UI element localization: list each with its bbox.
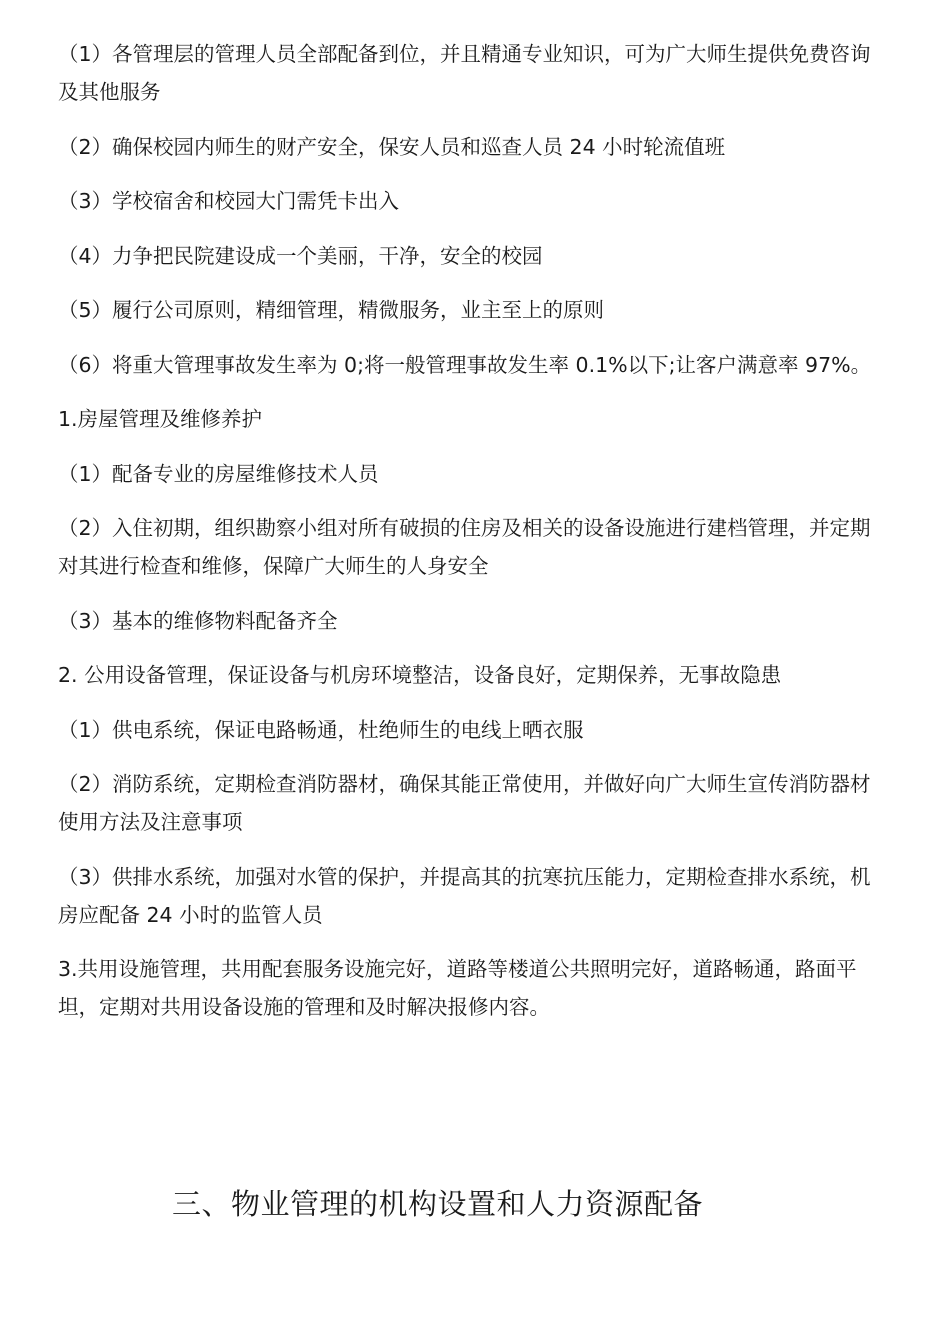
section-heading: 三、物业管理的机构设置和人力资源配备 bbox=[172, 1187, 704, 1221]
paragraph-5: （5）履行公司原则，精细管理，精微服务，业主至上的原则 bbox=[58, 298, 605, 322]
paragraph-15: 3.共用设施管理，共用配套服务设施完好，道路等楼道公共照明完好，道路畅通，路面平坦，定期对共用设备设施的管理和及时解决报修内容。 bbox=[58, 957, 857, 1019]
paragraph-6: （6）将重大管理事故发生率为 0;将一般管理事故发生率 0.1%以下;让客户满意率 97%。 bbox=[58, 352, 872, 377]
paragraph-4: （4）力争把民院建设成一个美丽，干净，安全的校园 bbox=[58, 243, 543, 268]
paragraph-9: （2）入住初期，组织勘察小组对所有破损的住房及相关的设备设施进行建档管理，并定期对其进行检查和维修，保障广大师生的人身安全 bbox=[58, 516, 871, 578]
paragraph-14: （3）供排水系统，加强对水管的保护，并提高其的抗寒抗压能力，定期检查排水系统，机房应配备 24 小时的监管人员 bbox=[58, 864, 871, 927]
paragraph-2: （2）确保校园内师生的财产安全，保安人员和巡查人员 24 小时轮流值班 bbox=[58, 134, 726, 159]
document-body bbox=[58, 35, 888, 1043]
paragraph-12: （1）供电系统，保证电路畅通，杜绝师生的电线上晒衣服 bbox=[58, 717, 584, 742]
paragraph-7: 1.房屋管理及维修养护 bbox=[58, 407, 263, 431]
paragraph-13: （2）消防系统，定期检查消防器材，确保其能正常使用，并做好向广大师生宣传消防器材使用方法及注意事项 bbox=[58, 772, 871, 834]
paragraph-8: （1）配备专业的房屋维修技术人员 bbox=[58, 461, 379, 486]
paragraph-1: （1）各管理层的管理人员全部配备到位，并且精通专业知识，可为广大师生提供免费咨询及其他服务 bbox=[58, 42, 871, 104]
paragraph-3: （3）学校宿舍和校园大门需凭卡出入 bbox=[58, 189, 400, 213]
paragraph-10: （3）基本的维修物料配备齐全 bbox=[58, 608, 338, 633]
paragraph-11: 2. 公用设备管理，保证设备与机房环境整洁，设备良好，定期保养，无事故隐患 bbox=[58, 663, 782, 687]
